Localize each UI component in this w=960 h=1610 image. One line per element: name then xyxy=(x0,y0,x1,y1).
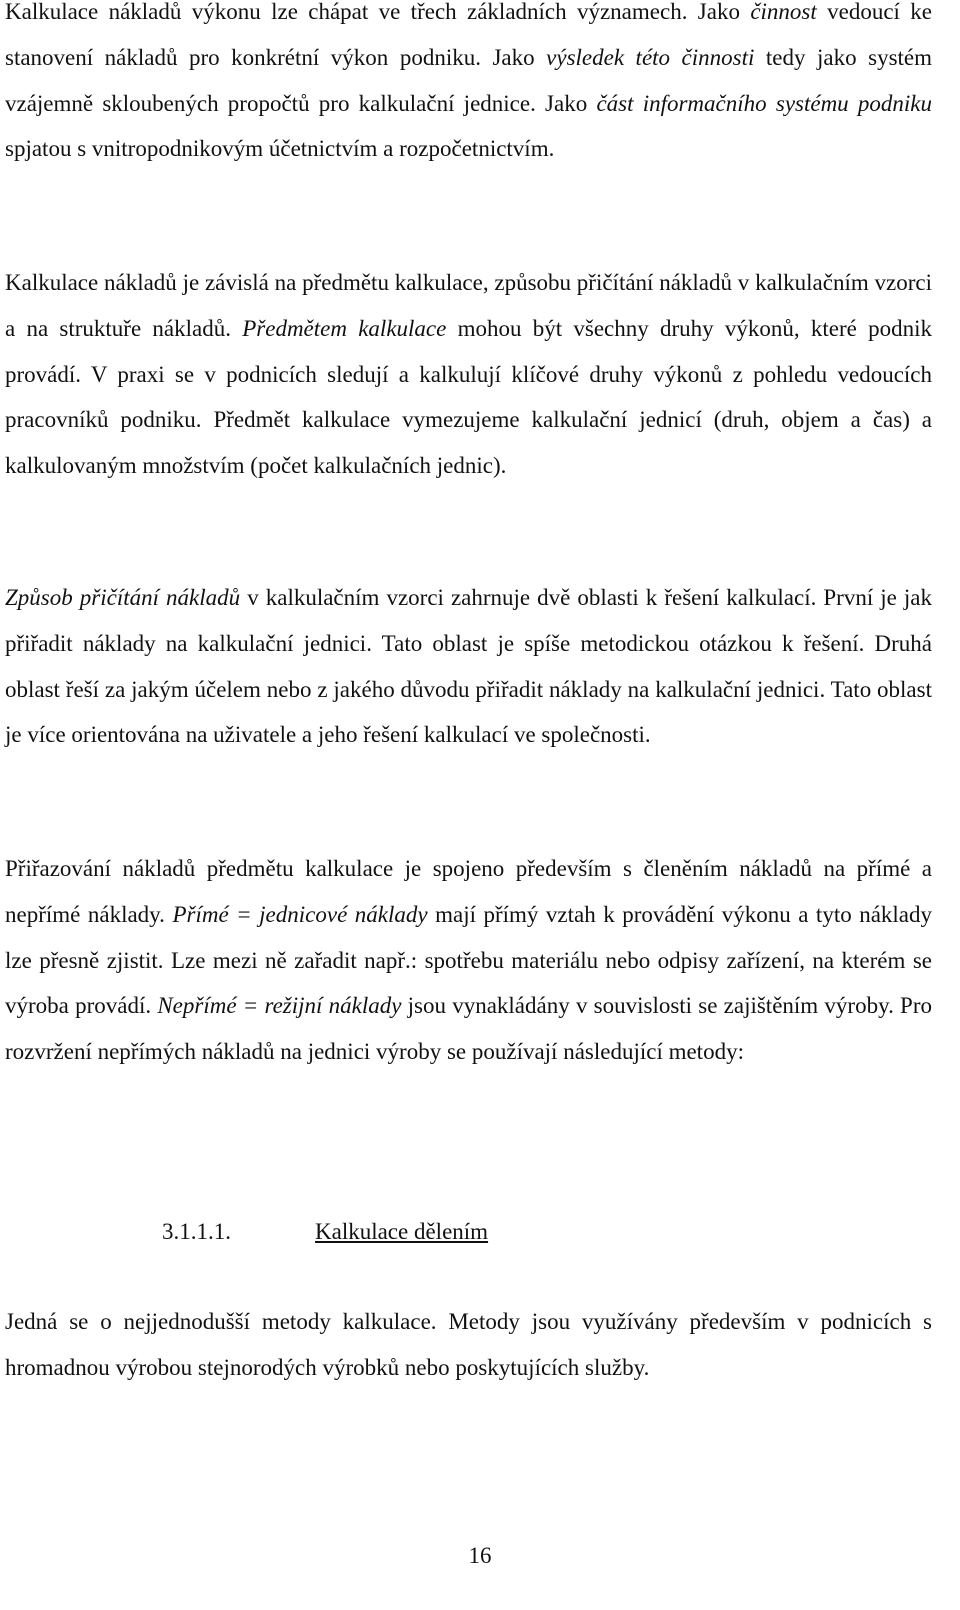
text-run: vedoucí ke stanovení nákladů pro konkrétní výkon podniku. Jako xyxy=(5,0,933,70)
text-run-italic: výsledek této činnosti xyxy=(546,44,755,70)
text-run-italic: Způsob přičítání nákladů xyxy=(5,585,241,610)
text-run: v kalkulačním vzorci zahrnuje dvě oblasti k řešení kalkulací. První je jak přiřadit náklady na kalkulační jednici. Tato oblast je spíše metodickou otázkou k řešení. Druhá oblast řeší za jakým účelem nebo z jakého důvodu přiřadit náklady na kalkulační jednici. Tato oblast je více orientována na uživatele a jeho řešení kalkulací ve společnosti. xyxy=(5,585,933,748)
text-run: tedy jako systém vzájemně skloubených propočtů pro kalkulační jednice. Jako xyxy=(5,44,933,116)
paragraph-kalkulace-delenim xyxy=(5,1299,932,1391)
text-run-italic: Nepřímé = režijní náklady xyxy=(157,993,402,1019)
text-run-italic: Předmětem kalkulace xyxy=(242,315,447,341)
text-run: Jedná se o nejjednodušší metody kalkulace. Metody jsou využívány především v podnicích s hromadnou výrobou stejnorodých výrobků nebo poskytujících služby. xyxy=(5,1309,932,1380)
text-run: spjatou s vnitropodnikovým účetnictvím a rozpočetnictvím. xyxy=(5,136,555,162)
paragraph-zpusob-pricitani xyxy=(5,575,932,758)
paragraph-kalkulace-vyznamy xyxy=(5,0,932,172)
section-number: 3.1.1.1. xyxy=(162,1219,231,1244)
text-run-italic: Přímé = jednicové náklady xyxy=(172,901,428,927)
paragraph-predmet-kalkulace xyxy=(5,260,932,489)
text-run: jsou vynakládány v souvislosti se zajištěním výroby. Pro rozvržení nepřímých nákladů na jednici výroby se používají následující metody: xyxy=(5,993,932,1065)
text-run-italic: činnost xyxy=(750,0,817,24)
text-run: Kalkulace nákladů je závislá na předmětu kalkulace, způsobu přičítání nákladů v kalkulačním vzorci a na struktuře nákladů. xyxy=(5,270,932,341)
text-run: mohou být všechny druhy výkonů, které podnik provádí. V praxi se v podnicích sledují a kalkulují klíčové druhy výkonů z pohledu vedoucích pracovníků podniku. Předmět kalkulace vymezujeme kalkulační jednicí (druh, objem a čas) a kalkulovaným množstvím (počet kalkulačních jednic). xyxy=(5,315,932,479)
text-run: Kalkulace nákladů výkonu lze chápat ve třech základních významech. Jako xyxy=(5,0,751,24)
text-run: mají přímý vztah k provádění výkonu a tyto náklady lze přesně zjistit. Lze mezi ně zařadit např.: spotřebu materiálu nebo odpisy zařízení, na kterém se výroba provádí. xyxy=(5,901,933,1019)
text-run: Přiřazování nákladů předmětu kalkulace je spojeno především s členěním nákladů na přímé a nepřímé náklady. xyxy=(5,856,932,927)
section-title: Kalkulace dělením xyxy=(315,1219,489,1244)
text-run-italic: část informačního systému podniku xyxy=(596,90,932,116)
section-heading xyxy=(162,1209,488,1255)
paragraph-prime-neprime-naklady xyxy=(5,846,932,1075)
page-number: 16 xyxy=(468,1543,492,1568)
